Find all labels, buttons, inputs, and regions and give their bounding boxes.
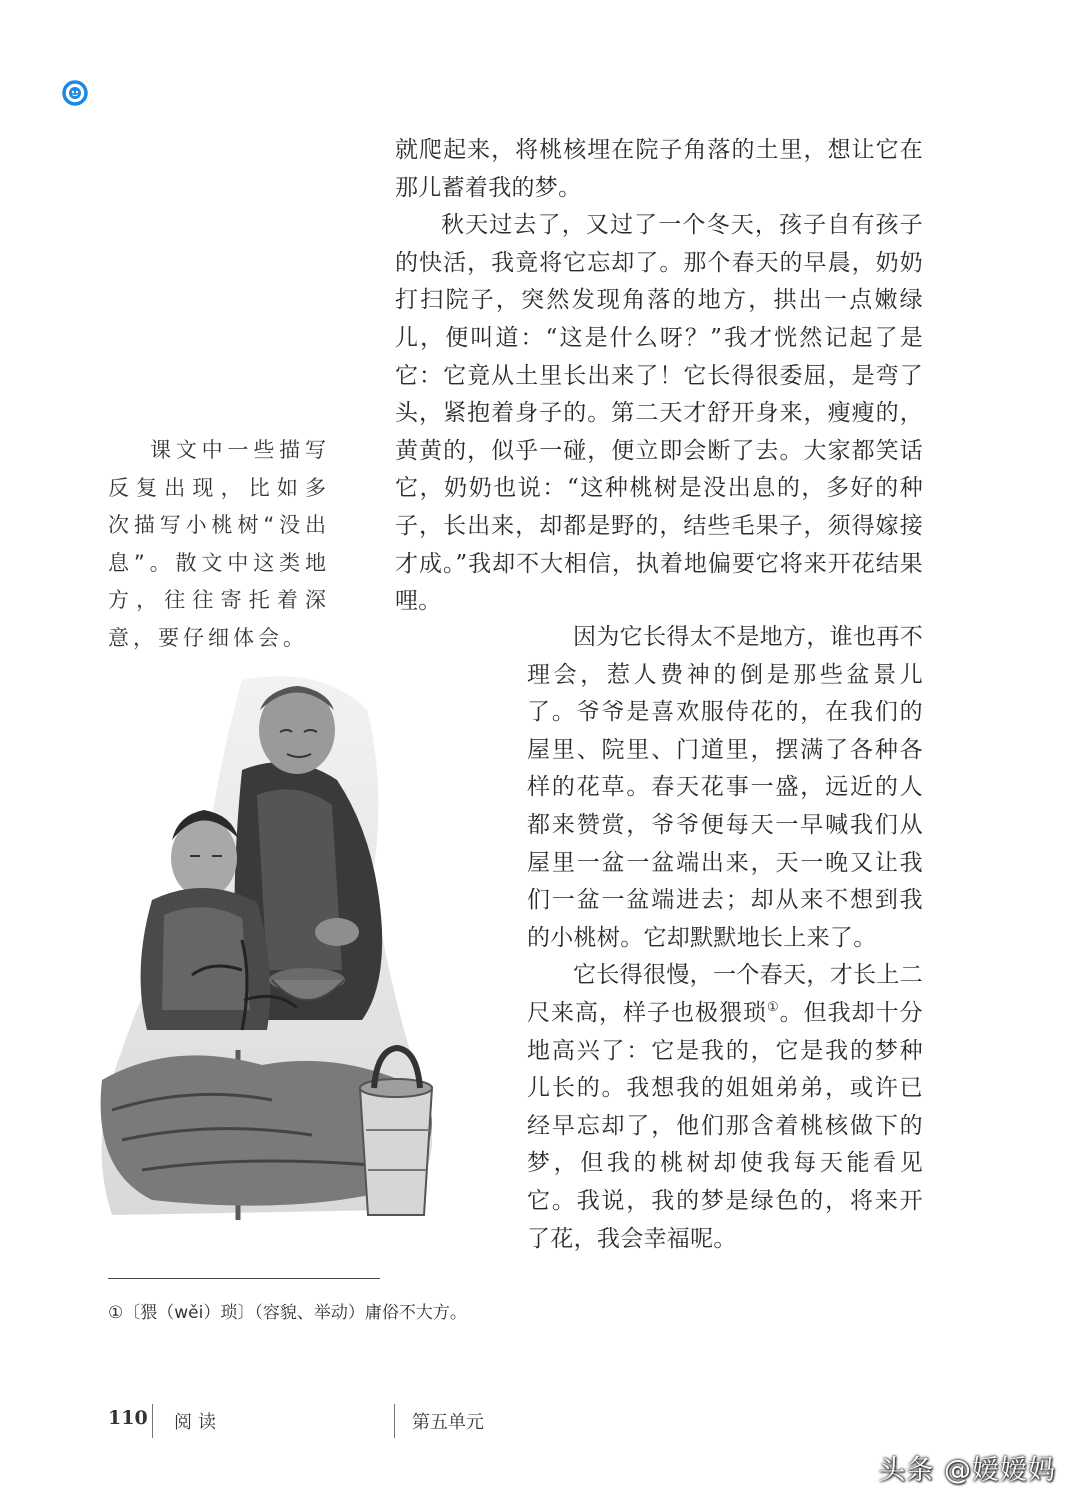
paragraph-continued: 就爬起来，将桃核埋在院子角落的土里，想让它在那儿蓄着我的梦。 <box>395 137 923 201</box>
main-text <box>395 132 923 621</box>
footer-divider <box>152 1404 153 1438</box>
footnote-divider <box>108 1278 380 1279</box>
page-number: 110 <box>108 1407 148 1429</box>
wrap-text <box>527 619 923 1258</box>
footer-unit: 第五单元 <box>412 1412 484 1433</box>
footnote-ref[interactable]: ① <box>767 999 780 1015</box>
footer-section: 阅读 <box>174 1412 222 1433</box>
side-note <box>108 432 330 657</box>
paragraph-flowers: 因为它长得太不是地方，谁也再不理会，惹人费神的倒是那些盆景儿了。爷爷是喜欢服侍花的，在我们的屋里、院里、门道里，摆满了各种各样的花草。春天花事一盛，远近的人都来赞赏，爷爷便每天一早喊我们从屋里一盆一盆端出来，天一晚又让我们一盆一盆端进去；却从来不想到我的小桃树。它却默默地长上来了。 <box>527 624 923 951</box>
watermark: 头条 @嫒嫒妈 <box>878 1455 1056 1486</box>
smiley-circle-icon <box>62 80 88 106</box>
illustration-grandpa-and-boy <box>92 670 492 1230</box>
footnote: ①〔猥（wěi）琐〕（容貌、举动）庸俗不大方。 <box>108 1303 467 1323</box>
paragraph-growth <box>527 957 923 1258</box>
side-note-text: 课文中一些描写反复出现，比如多次描写小桃树“没出息”。散文中这类地方，往往寄托着深意，要仔细体会。 <box>108 438 330 650</box>
growth-text-part1: 它长得很慢，一个春天，才长上二尺来高，样子也极猥琐 <box>527 962 923 1026</box>
page-footer <box>108 1404 608 1438</box>
growth-text-part2: 。但我却十分地高兴了：它是我的，它是我的梦种儿长的。我想我的姐姐弟弟，或许已经早忘却了，他们那含着桃核做下的梦，但我的桃树却使我每天能看见它。我说，我的梦是绿色的，将来开了花，我会幸福呢。 <box>527 999 923 1252</box>
paragraph-autumn: 秋天过去了，又过了一个冬天，孩子自有孩子的快活，我竟将它忘却了。那个春天的早晨，奶奶打扫院子，突然发现角落的地方，拱出一点嫩绿儿，便叫道：“这是什么呀？”我才恍然记起了是它：它竟从土里长出来了！它长得很委屈，是弯了头，紧抱着身子的。第二天才舒开身来，瘦瘦的，黄黄的，似乎一碰，便立即会断了去。大家都笑话它，奶奶也说：“这种桃树是没出息的，多好的种子，长出来，却都是野的，结些毛果子，须得嫁接才成。”我却不大相信，执着地偏要它将来开花结果哩。 <box>395 212 923 615</box>
footer-divider <box>394 1404 395 1438</box>
